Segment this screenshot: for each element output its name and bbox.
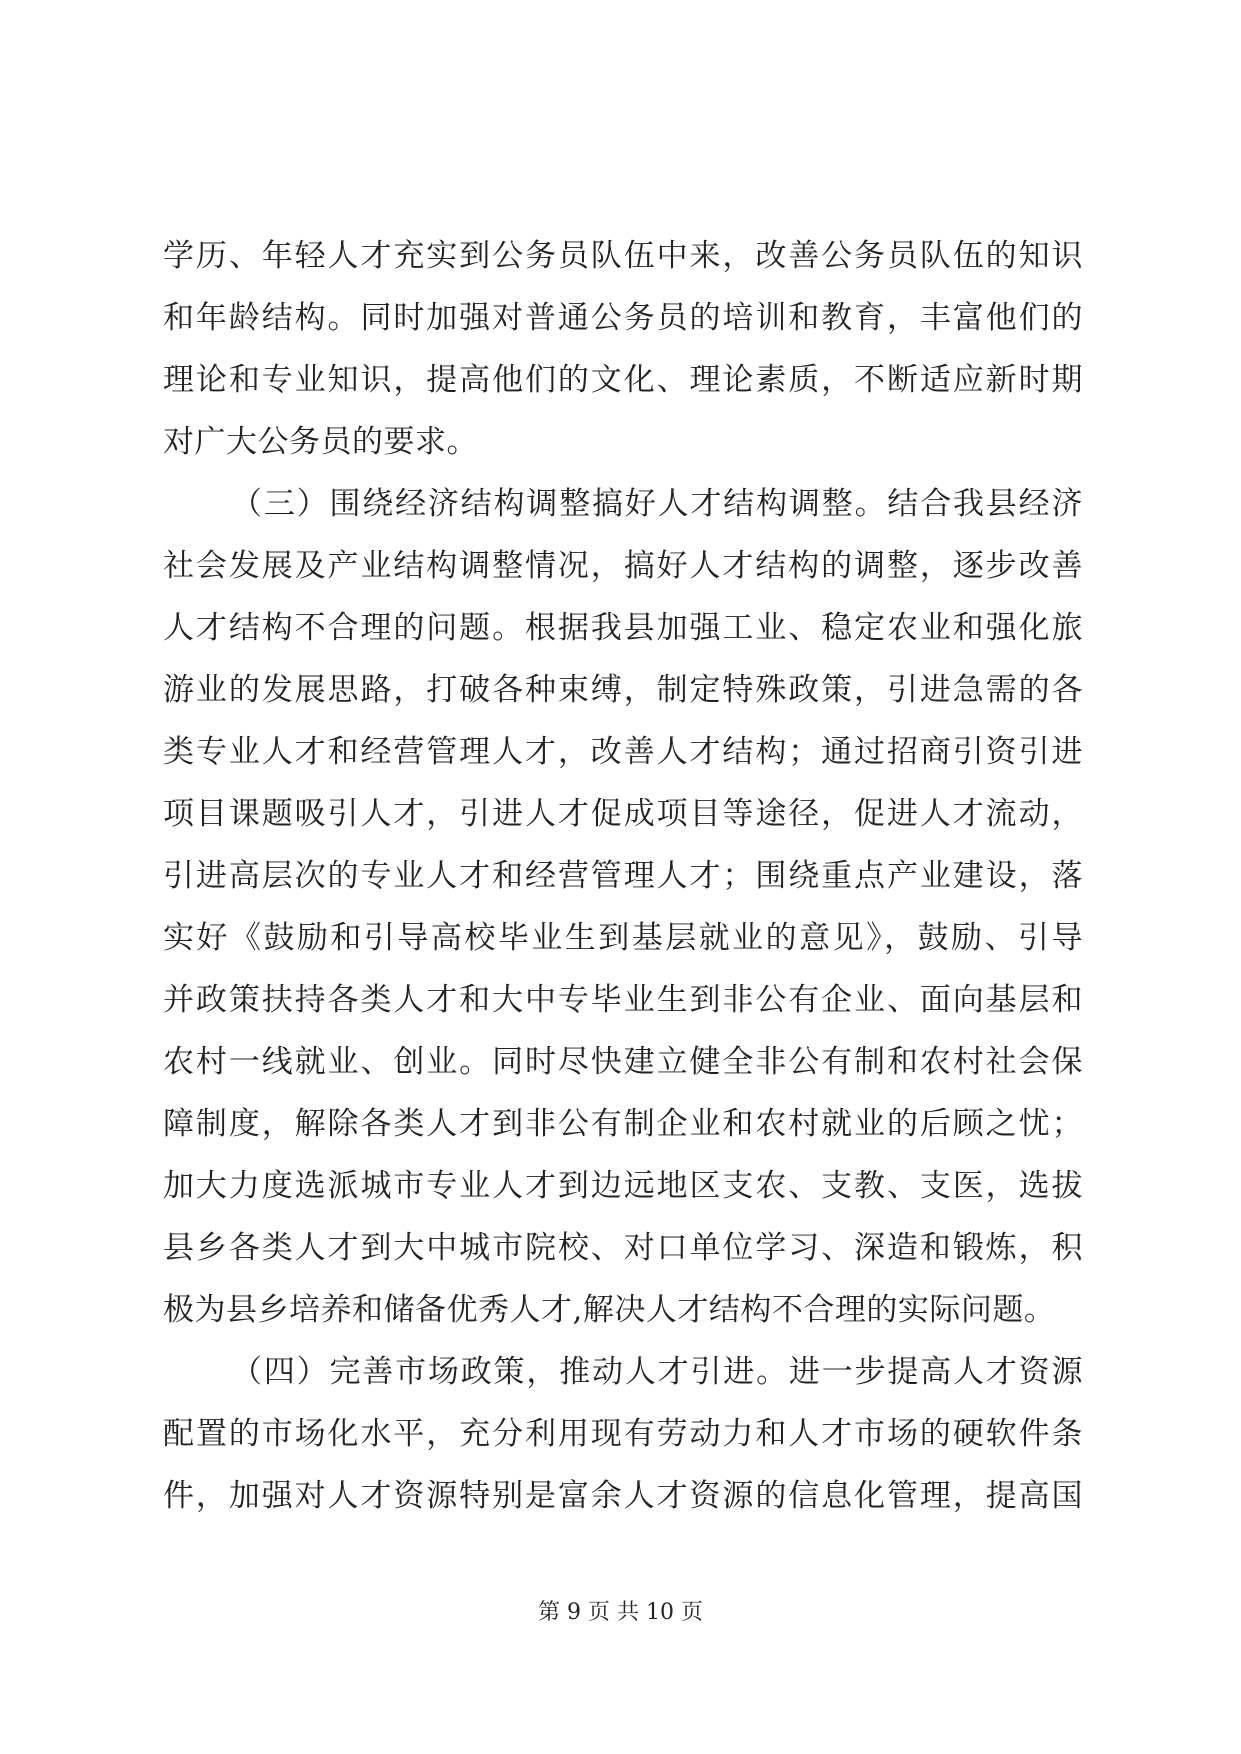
text-line: 障制度，解除各类人才到非公有制企业和农村就业的后顾之忧； [163, 1106, 1083, 1142]
text-line: 实好《鼓励和引导高校毕业生到基层就业的意见》，鼓励、引导 [163, 920, 1083, 956]
text-line: 加大力度选派城市专业人才到边远地区支农、支教、支医，选拔 [163, 1168, 1083, 1204]
text-line: 类专业人才和经营管理人才，改善人才结构；通过招商引资引进 [163, 734, 1083, 770]
text-line: 对广大公务员的要求。 [163, 424, 478, 460]
text-line: 配置的市场化水平，充分利用现有劳动力和人才市场的硬软件条 [163, 1416, 1083, 1452]
text-line: 极为县乡培养和储备优秀人才,解决人才结构不合理的实际问题。 [163, 1292, 1056, 1328]
text-line: 游业的发展思路，打破各种束缚，制定特殊政策，引进急需的各 [163, 672, 1083, 708]
text-line: 件，加强对人才资源特别是富余人才资源的信息化管理，提高国 [163, 1478, 1083, 1514]
text-line: 县乡各类人才到大中城市院校、对口单位学习、深造和锻炼，积 [163, 1230, 1083, 1266]
text-line: 理论和专业知识，提高他们的文化、理论素质，不断适应新时期 [163, 362, 1083, 398]
text-line: 项目课题吸引人才，引进人才促成项目等途径，促进人才流动， [163, 796, 1083, 832]
section-heading-line: （四）完善市场政策，推动人才引进。进一步提高人才资源 [231, 1354, 1083, 1390]
text-line: 人才结构不合理的问题。根据我县加强工业、稳定农业和强化旅 [163, 610, 1083, 646]
text-line: 学历、年轻人才充实到公务员队伍中来，改善公务员队伍的知识 [163, 238, 1083, 274]
section-heading-line: （三）围绕经济结构调整搞好人才结构调整。结合我县经济 [231, 486, 1083, 522]
text-line: 和年龄结构。同时加强对普通公务员的培训和教育，丰富他们的 [163, 300, 1083, 336]
body-text [163, 225, 1083, 1527]
page-number-footer: 第 9 页 共 10 页 [538, 1600, 703, 1625]
text-line: 并政策扶持各类人才和大中专毕业生到非公有企业、面向基层和 [163, 982, 1083, 1018]
text-line: 农村一线就业、创业。同时尽快建立健全非公有制和农村社会保 [163, 1044, 1083, 1080]
text-line: 社会发展及产业结构调整情况，搞好人才结构的调整，逐步改善 [163, 548, 1083, 584]
text-line: 引进高层次的专业人才和经营管理人才；围绕重点产业建设，落 [163, 858, 1083, 894]
